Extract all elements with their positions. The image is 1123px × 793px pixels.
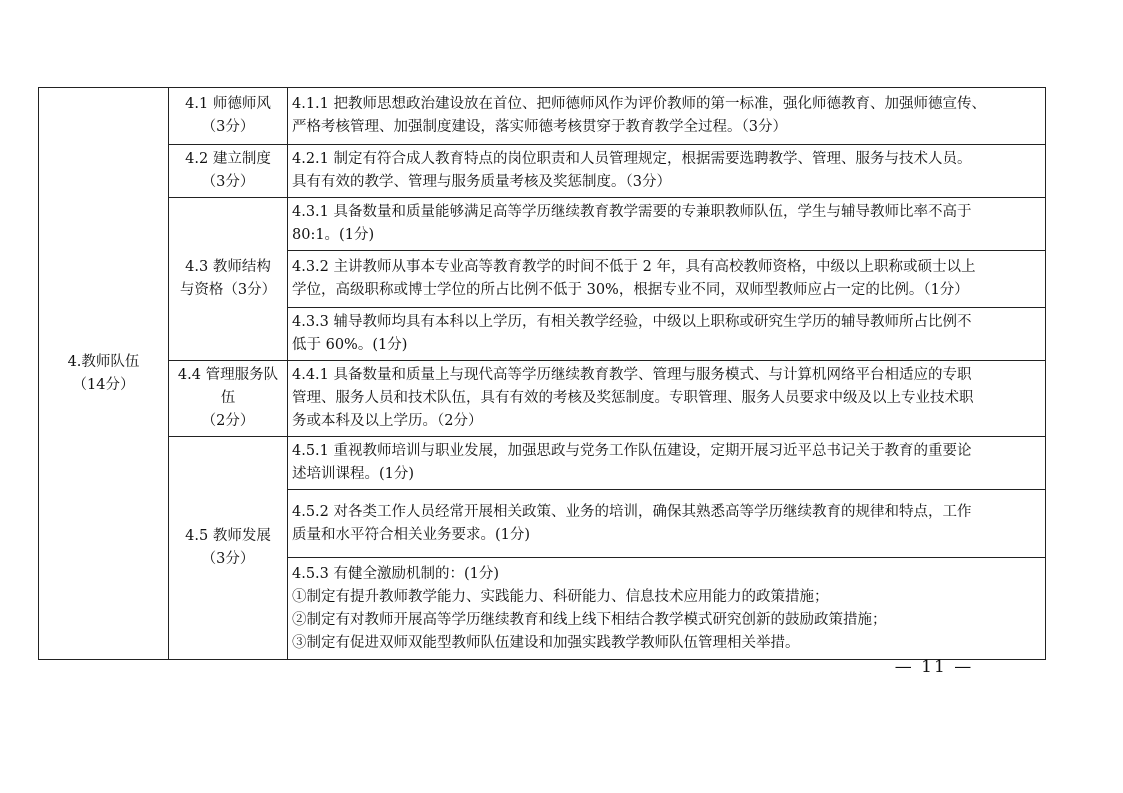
table-row <box>39 88 1046 145</box>
item-text-line: 4.5.1 重视教师培训与职业发展，加强思政与党务工作队伍建设，定期开展习近平总书记关于教育的重要论 <box>292 443 972 459</box>
group-name: 4.2 建立制度 <box>185 151 271 167</box>
item-text-line: 4.3.3 辅导教师均具有本科以上学历，有相关教学经验，中级以上职称或研究生学历的辅导教师所占比例不 <box>292 314 972 330</box>
group-cell <box>169 145 288 198</box>
category-cell <box>39 88 169 660</box>
page-number: — 11 — <box>894 657 974 677</box>
group-score: （3分） <box>201 119 255 135</box>
category-name: 4.教师队伍 <box>67 353 140 370</box>
item-text-line: ③制定有促进双师双能型教师队伍建设和加强实践教学教师队伍管理相关举措。 <box>292 634 800 651</box>
item-text-line: 管理、服务人员和技术队伍，具有有效的考核及奖惩制度。专职管理、服务人员要求中级及以上专业技术职 <box>292 390 974 406</box>
item-cell <box>288 88 1046 145</box>
item-cell <box>288 490 1046 558</box>
item-text-line: 具有有效的教学、管理与服务质量考核及奖惩制度。（3分） <box>292 174 671 190</box>
item-text-line: 4.5.2 对各类工作人员经常开展相关政策、业务的培训，确保其熟悉高等学历继续教育的规律和特点，工作 <box>292 503 972 520</box>
group-name: 4.4 管理服务队伍 <box>177 367 279 406</box>
item-text-line: 4.2.1 制定有符合成人教育特点的岗位职责和人员管理规定，根据需要选聘教学、管理、服务与技术人员。 <box>292 151 972 167</box>
category-score: （14分） <box>72 376 135 393</box>
item-cell <box>288 198 1046 251</box>
item-text-line: 低于 60%。(1分) <box>292 337 408 353</box>
item-text-line: 4.4.1 具备数量和质量上与现代高等学历继续教育教学、管理与服务模式、与计算机网络平台相适应的专职 <box>292 367 972 383</box>
group-score: 与资格（3分） <box>179 282 277 298</box>
item-cell <box>288 437 1046 490</box>
item-text-line: 学位，高级职称或博士学位的所占比例不低于 30%，根据专业不同，双师型教师应占一定的比例。（1分） <box>292 282 969 298</box>
item-cell <box>288 251 1046 308</box>
item-text-line: ①制定有提升教师教学能力、实践能力、科研能力、信息技术应用能力的政策措施； <box>292 588 829 605</box>
item-text-line: 4.5.3 有健全激励机制的：(1分) <box>292 565 500 582</box>
item-text-line: 严格考核管理、加强制度建设，落实师德考核贯穿于教育教学全过程。（3分） <box>292 119 787 135</box>
item-cell <box>288 361 1046 437</box>
item-text-line: 述培训课程。(1分) <box>292 466 415 482</box>
group-score: （3分） <box>201 551 255 567</box>
item-text-line: ②制定有对教师开展高等学历继续教育和线上线下相结合教学模式研究创新的鼓励政策措施； <box>292 611 887 628</box>
table-row <box>39 198 1046 251</box>
group-cell <box>169 361 288 437</box>
item-cell <box>288 145 1046 198</box>
group-name: 4.1 师德师风 <box>185 96 271 112</box>
item-text-line: 80:1。(1分) <box>292 227 375 243</box>
item-text-line: 4.3.1 具备数量和质量能够满足高等学历继续教育教学需要的专兼职教师队伍，学生与辅导教师比率不高于 <box>292 204 972 220</box>
group-cell <box>169 88 288 145</box>
item-text-line: 务或本科及以上学历。（2分） <box>292 413 483 429</box>
group-cell <box>169 437 288 660</box>
item-text-line: 4.1.1 把教师思想政治建设放在首位、把师德师风作为评价教师的第一标准，强化师德教育、加强师德宣传、 <box>292 96 986 112</box>
item-cell <box>288 558 1046 660</box>
item-cell <box>288 308 1046 361</box>
table-row <box>39 145 1046 198</box>
group-score: （3分） <box>201 174 255 190</box>
group-cell <box>169 198 288 361</box>
item-text-line: 质量和水平符合相关业务要求。(1分) <box>292 526 531 543</box>
group-name: 4.5 教师发展 <box>185 528 271 544</box>
group-name: 4.3 教师结构 <box>185 259 271 275</box>
group-score: （2分） <box>201 413 255 429</box>
table-row <box>39 361 1046 437</box>
criteria-table <box>38 87 1046 660</box>
table-row <box>39 437 1046 490</box>
item-text-line: 4.3.2 主讲教师从事本专业高等教育教学的时间不低于 2 年，具有高校教师资格，中级以上职称或硕士以上 <box>292 259 976 275</box>
